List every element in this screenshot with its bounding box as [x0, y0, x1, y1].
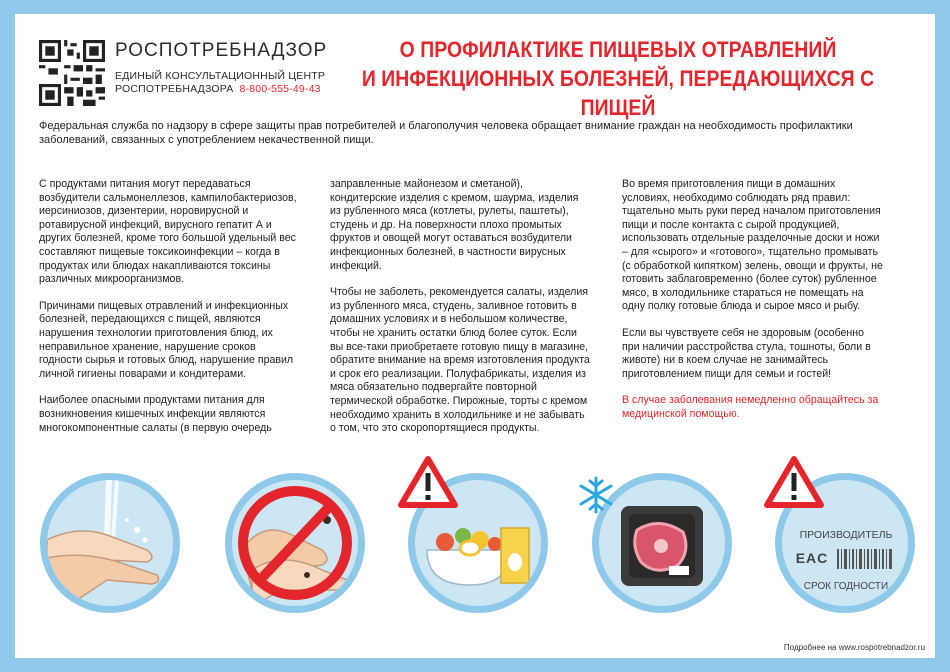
hand-washing-circle: [40, 473, 180, 613]
paragraph: Если вы чувствуете себя не здоровым (особенно при наличии расстройства стула, тошноты, боли в животе) ни в коем случае не занимайтесь приготовлением пищи для семьи и гостей!: [622, 326, 871, 380]
text-column-1: [39, 178, 301, 448]
barcode-icon: [837, 549, 892, 569]
snowflake-icon: [576, 475, 616, 515]
paragraph: Наиболее опасными продуктами питания для возникновения кишечных инфекции являются многокомпонентные салаты (в первую очередь: [39, 394, 272, 434]
consult-center: [115, 70, 325, 96]
title-line-1: О ПРОФИЛАКТИКЕ ПИЩЕВЫХ ОТРАВЛЕНИЙ: [399, 37, 837, 62]
consult-center-line1: ЕДИНЫЙ КОНСУЛЬТАЦИОННЫЙ ЦЕНТР: [115, 70, 326, 82]
paragraph: Чтобы не заболеть, рекомендуется салаты, изделия из рубленного мяса, студень, заливное готовить в домашних условиях и в небольшом количестве, чтобы не хранить остатки блюд более суток. Если вы все-таки приобретаете готовую пищу в магазине, обратите внимание на время изготовления продукта и срок его реализации. Полуфабрикаты, изделия из мяса обязательно подвергайте повторной термической обработке. Пирожные, торты с кремом необходимо хранить в холодильнике и не забывать о том, что это скоропортящиеся продукты.: [330, 286, 590, 435]
page-title: [351, 35, 884, 122]
poster-sheet: [15, 14, 935, 658]
text-column-3: [622, 178, 884, 435]
medical-help-warning: В случае заболевания немедленно обращайтесь за медицинской помощью.: [622, 394, 879, 420]
title-line-2: И ИНФЕКЦИОННЫХ БОЛЕЗНЕЙ, ПЕРЕДАЮЩИХСЯ С ПИЩЕЙ: [361, 66, 875, 120]
paragraph: Во время приготовления пищи в домашних условиях, необходимо соблюдать ряд правил: тщательно мыть руки перед началом приготовления пищи и после контакта с сырой продукцией, использовать отдельные разделочные доски и ножи – для «сырого» и «готового», тщательно промывать (с обработкой кипятком) зелень, овощи и фрукты, не готовить заблаговременно (более суток) рубленное мясо, в холодильнике стараться не помещать на одну полку готовые блюда и сырое мясо и рыбу.: [622, 178, 883, 313]
text-column-2: [330, 178, 592, 449]
paragraph: С продуктами питания могут передаваться возбудители сальмонеллезов, кампилобактериозов, иерсиниозов, дизентерии, норовирусной и ротавирусной инфекций, вирусного гепатит А и других болезней, кроме того большой удельный вес составляют пищевые токсикоинфекции – когда в продуктах или блюдах накапливаются токсины различных микроорганизмов.: [39, 178, 297, 286]
dirty-hands-prohibited-circle: [225, 473, 365, 613]
qr-code-icon: [39, 40, 105, 106]
packaged-meat-icon: [599, 480, 725, 606]
hotline-phone: 8-800-555-49-43: [239, 83, 321, 95]
org-name: РОСПОТРЕБНАДЗОР: [115, 40, 328, 61]
footer-link-text: Подробнее на www.rospotrebnadzor.ru: [783, 643, 925, 652]
paragraph: Причинами пищевых отравлений и инфекционных болезней, передающихся с пищей, являются нарушения технологии приготовления блюд, их неправильное хранение, нарушение сроков годности сырья и готовых блюд, нарушение правил личной гигиены поварами и кондитерами.: [39, 299, 294, 380]
consult-center-line2: РОСПОТРЕБНАДЗОРА: [115, 83, 234, 95]
hand-washing-icon: [47, 480, 173, 606]
expiry-label: СРОК ГОДНОСТИ: [803, 581, 889, 592]
warning-triangle-icon: [397, 455, 459, 509]
manufacturer-label: ПРОИЗВОДИТЕЛЬ: [799, 529, 893, 541]
prohibited-dirty-hands-icon: [232, 480, 358, 606]
eac-mark: EAC: [795, 550, 829, 566]
warning-triangle-icon: [763, 455, 825, 509]
paragraph: заправленные майонезом и сметаной), кондитерские изделия с кремом, шаурма, изделия из рубленного мяса (котлеты, рулеты, паштеты), студень и др. На поверхности плохо промытых фруктов и овощей могут оставаться возбудители инфекционных болезней, в частности вирусных инфекций.: [330, 178, 579, 272]
intro-text: Федеральная служба по надзору в сфере защиты прав потребителей и благополучия человека обращает внимание граждан на необходимость профилактики заболеваний, связанных с употреблением некачественной пищи.: [39, 120, 853, 146]
